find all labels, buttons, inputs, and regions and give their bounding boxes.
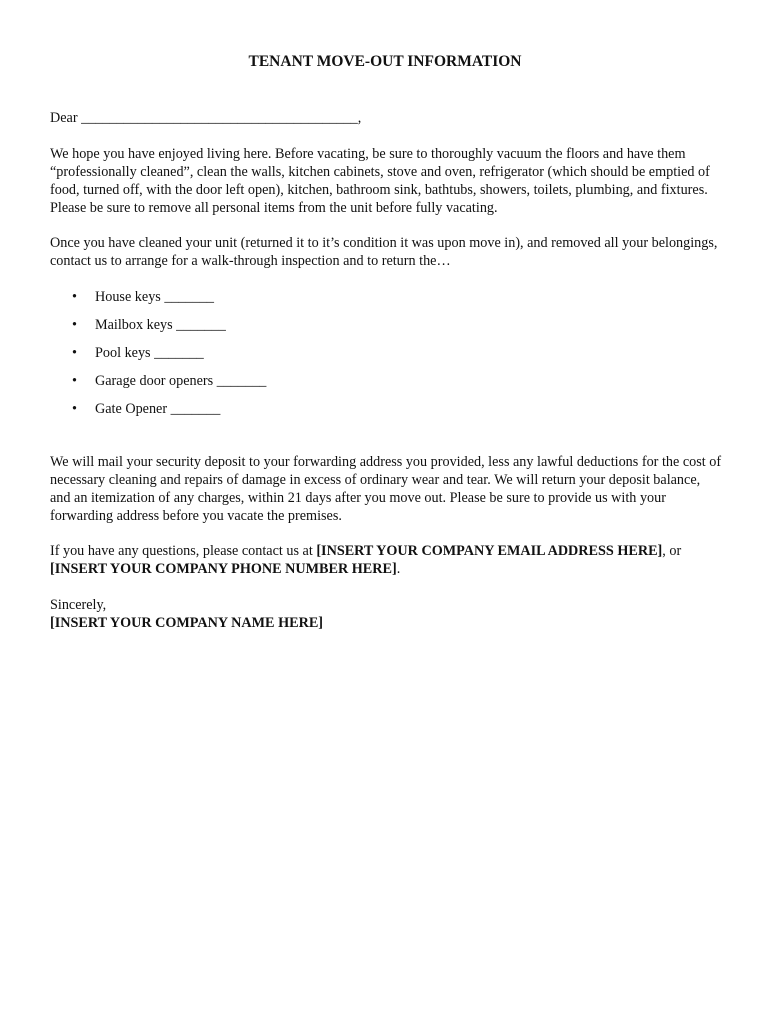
- bullet-icon: •: [72, 317, 77, 333]
- salutation-line: Dear _______________________________________,: [50, 110, 362, 126]
- cleaning-instructions-paragraph: We hope you have enjoyed living here. Before vacating, be sure to thoroughly vacuum the floors and have them “professionally cleaned”, clean the walls, kitchen cabinets, stove and oven, refrigerator (which should be emptied of food, turned off, with the door left open), kitchen, bathroom sink, bathtubs, showers, toilets, plumbing, and fixtures. Please be sure to remove all personal items from the unit before fully vacating.: [50, 146, 710, 216]
- closing-block: [50, 596, 722, 632]
- bullet-icon: •: [72, 345, 77, 361]
- list-item: [50, 400, 266, 428]
- bullet-icon: •: [72, 373, 77, 389]
- contact-paragraph: [50, 542, 722, 578]
- list-item: [50, 288, 266, 316]
- list-item-label: Gate Opener _______: [95, 401, 221, 417]
- email-placeholder: [INSERT YOUR COMPANY EMAIL ADDRESS HERE]: [316, 543, 663, 559]
- return-items-list: [50, 288, 266, 428]
- list-item-label: Pool keys _______: [95, 345, 204, 361]
- list-item: [50, 344, 266, 372]
- list-item-label: Garage door openers _______: [95, 373, 267, 389]
- closing-line: Sincerely,: [50, 597, 107, 613]
- phone-placeholder: [INSERT YOUR COMPANY PHONE NUMBER HERE]: [50, 561, 397, 577]
- page-title: TENANT MOVE-OUT INFORMATION: [248, 53, 522, 70]
- security-deposit-paragraph: We will mail your security deposit to your forwarding address you provided, less any lawful deductions for the cost of necessary cleaning and repairs of damage in excess of ordinary wear and tear. We will return your deposit balance, and an itemization of any charges, within 21 days after you move out. Please be sure to provide us with your forwarding address before you vacate the premises.: [50, 454, 722, 524]
- contact-prefix: If you have any questions, please contact us at: [50, 543, 317, 559]
- bullet-icon: •: [72, 401, 77, 417]
- list-item-label: House keys _______: [95, 289, 215, 305]
- return-items-intro-paragraph: Once you have cleaned your unit (returned it to it’s condition it was upon move in), and removed all your belongings, contact us to arrange for a walk-through inspection and to return the…: [50, 235, 718, 269]
- list-item: [50, 372, 266, 400]
- contact-suffix: .: [396, 561, 401, 577]
- company-name-placeholder: [INSERT YOUR COMPANY NAME HERE]: [50, 615, 324, 631]
- list-item-label: Mailbox keys _______: [95, 317, 226, 333]
- bullet-icon: •: [72, 289, 77, 305]
- list-item: [50, 316, 266, 344]
- contact-middle: , or: [662, 543, 682, 559]
